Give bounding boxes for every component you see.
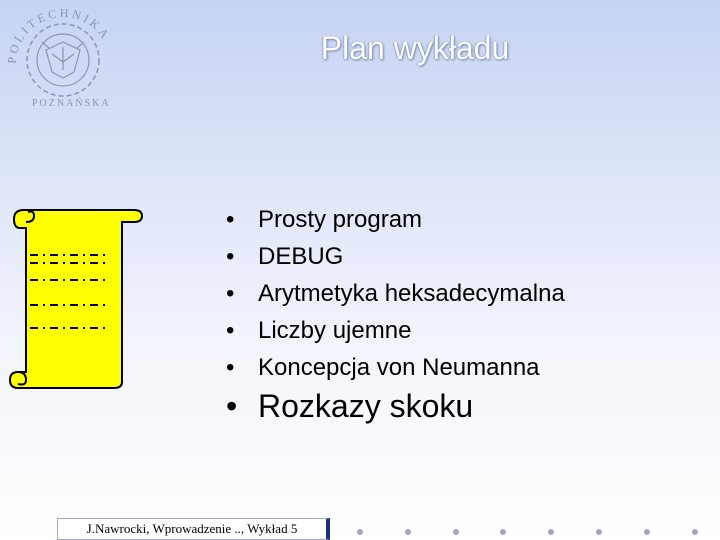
footer-caption: J.Nawrocki, Wprowadzenie .., Wykład 5	[57, 518, 330, 540]
list-item: • Arytmetyka heksadecymalna	[226, 280, 565, 307]
svg-text:POLITECHNIKA: POLITECHNIKA	[4, 5, 114, 65]
nav-dot	[596, 529, 602, 535]
scroll-icon	[6, 200, 146, 395]
nav-dot	[500, 529, 506, 535]
nav-dot	[357, 529, 363, 535]
nav-dot	[692, 529, 698, 535]
nav-dot	[405, 529, 411, 535]
nav-dot	[453, 529, 459, 535]
svg-text:POZNAŃSKA: POZNAŃSKA	[32, 98, 111, 109]
university-seal-logo	[2, 2, 124, 114]
list-item: • Prosty program	[226, 206, 423, 233]
nav-dot	[548, 529, 554, 535]
nav-dot	[644, 529, 650, 535]
list-item: • Liczby ujemne	[226, 317, 412, 344]
list-item: • Koncepcja von Neumanna	[226, 354, 540, 381]
highlight-bullet: • Rozkazy skoku	[226, 388, 474, 424]
slide-title: Plan wykładu	[320, 30, 510, 66]
list-item: • DEBUG	[226, 243, 344, 270]
bullet-list	[226, 201, 565, 386]
